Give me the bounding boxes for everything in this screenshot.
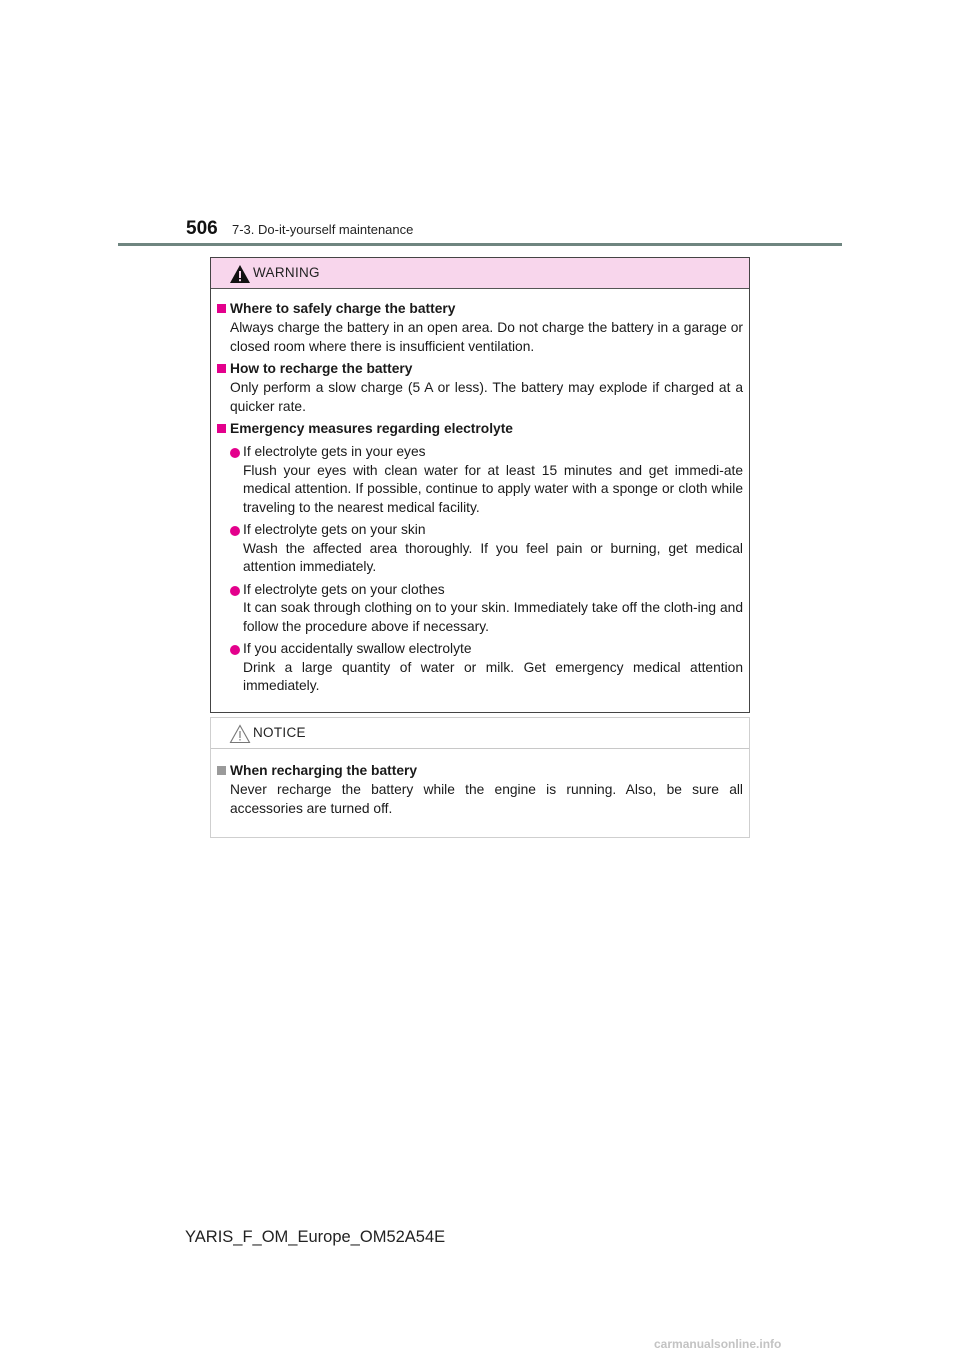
circle-bullet-icon bbox=[230, 526, 240, 536]
sub-item-title: If you accidentally swallow electrolyte bbox=[243, 641, 472, 656]
header-divider bbox=[118, 243, 842, 246]
item-heading bbox=[217, 761, 743, 781]
square-bullet-icon bbox=[217, 304, 226, 313]
item-heading-text: When recharging the battery bbox=[230, 763, 418, 778]
square-bullet-icon bbox=[217, 364, 226, 373]
circle-bullet-icon bbox=[230, 586, 240, 596]
section-title: 7-3. Do-it-yourself maintenance bbox=[232, 222, 414, 237]
item-heading bbox=[217, 359, 743, 379]
watermark: carmanualsonline.info bbox=[654, 1337, 782, 1351]
sub-item-text: Wash the affected area thoroughly. If you feel pain or burning, get medical attention immediately. bbox=[243, 540, 743, 574]
warning-title: WARNING bbox=[253, 265, 320, 280]
warning-item bbox=[217, 299, 743, 356]
square-bullet-icon bbox=[217, 766, 226, 775]
sub-item bbox=[217, 443, 743, 517]
sub-item-title: If electrolyte gets on your clothes bbox=[243, 581, 445, 597]
circle-bullet-icon bbox=[230, 448, 240, 458]
notice-title: NOTICE bbox=[253, 725, 306, 740]
sub-item-title: If electrolyte gets in your eyes bbox=[243, 444, 426, 459]
square-bullet-icon bbox=[217, 424, 226, 433]
circle-bullet-icon bbox=[230, 645, 240, 655]
item-heading bbox=[217, 419, 743, 439]
warning-header bbox=[211, 258, 749, 289]
item-paragraph: Only perform a slow charge (5 A or less). The battery may explode if charged at a quicker rate. bbox=[230, 380, 743, 414]
warning-item bbox=[217, 419, 743, 696]
item-paragraph: Always charge the battery in an open area. Do not charge the battery in a garage or closed room where there is insufficient ventilation. bbox=[230, 320, 743, 354]
notice-item bbox=[217, 761, 743, 818]
page-header bbox=[186, 216, 846, 246]
sub-item-text: Flush your eyes with clean water for at least 15 minutes and get immedi-ate medical attention. If possible, continue to apply water with a sponge or cloth while traveling to the nearest medical facility. bbox=[243, 462, 743, 515]
notice-body bbox=[211, 749, 749, 837]
sub-item bbox=[217, 581, 743, 637]
caution-triangle-outline-icon bbox=[229, 724, 251, 744]
sub-item-title: If electrolyte gets on your skin bbox=[243, 522, 426, 537]
sub-item bbox=[217, 640, 743, 696]
warning-item bbox=[217, 359, 743, 416]
item-heading bbox=[217, 299, 743, 319]
warning-triangle-icon bbox=[229, 264, 251, 284]
sub-item-text: Drink a large quantity of water or milk. Get emergency medical attention immediately. bbox=[243, 659, 743, 693]
notice-header bbox=[211, 718, 749, 749]
item-heading-text: Where to safely charge the battery bbox=[230, 301, 456, 316]
item-heading-text: Emergency measures regarding electrolyte bbox=[230, 421, 513, 436]
page-number: 506 bbox=[186, 218, 218, 239]
item-heading-text: How to recharge the battery bbox=[230, 361, 413, 376]
sub-item-text: It can soak through clothing on to your skin. Immediately take off the cloth-ing and follow the procedure above if necessary. bbox=[243, 600, 743, 634]
item-paragraph: Never recharge the battery while the engine is running. Also, be sure all accessories are turned off. bbox=[230, 782, 743, 816]
document-code: YARIS_F_OM_Europe_OM52A54E bbox=[185, 1228, 446, 1246]
notice-box bbox=[210, 717, 750, 838]
sub-item bbox=[217, 521, 743, 577]
warning-body bbox=[211, 289, 749, 712]
warning-box bbox=[210, 257, 750, 713]
